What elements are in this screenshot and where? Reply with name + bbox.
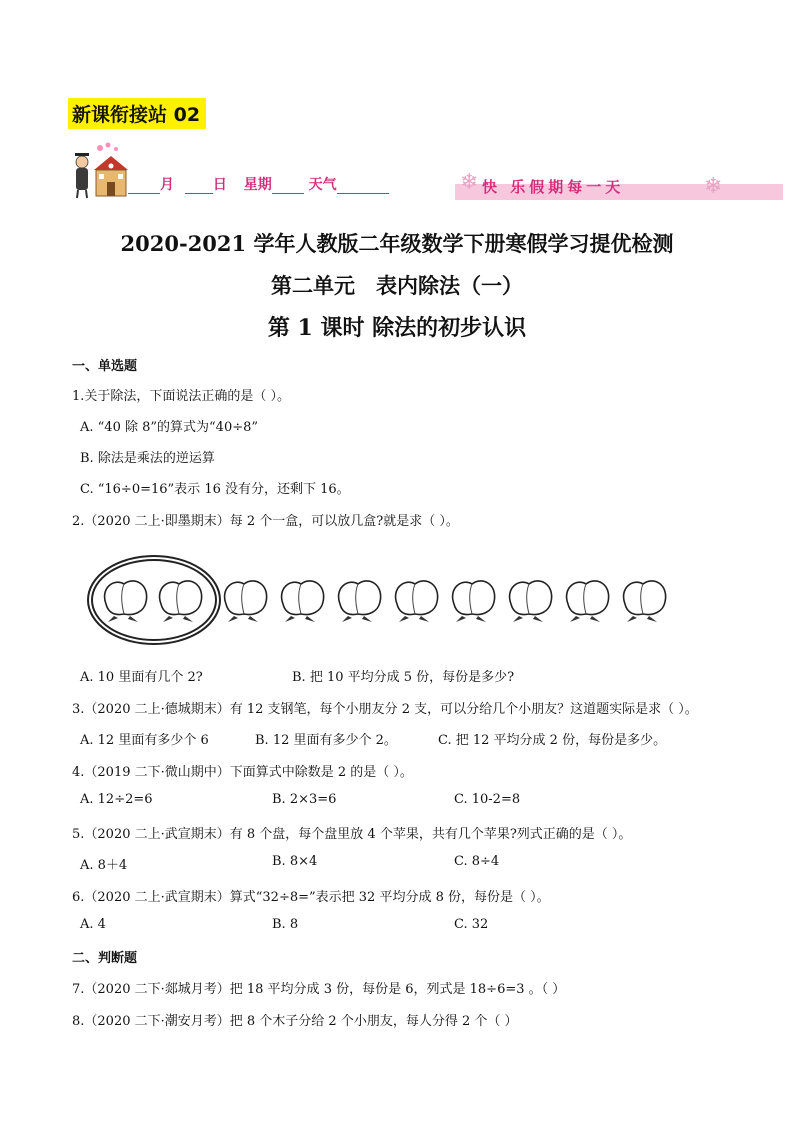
peach-icon xyxy=(567,581,609,622)
q2-option-a[interactable]: A. 10 里面有几个 2? xyxy=(80,670,203,685)
peach-icon xyxy=(624,581,666,622)
teacher-school-illustration xyxy=(68,140,128,200)
unit-title: 第二单元 表内除法（一） xyxy=(271,273,523,298)
section-heading-single-choice: 一、单选题 xyxy=(72,359,138,374)
question-3: 3.（2020 二上·德城期末）有 12 支钢笔，每个小朋友分 2 支，可以分给几个小朋友？这道题实际是求（ ）。 xyxy=(72,702,698,717)
q1-option-b[interactable]: B. 除法是乘法的逆运算 xyxy=(80,451,215,466)
question-7: 7.（2020 二下·郯城月考）把 18 平均分成 3 份，每份是 6，列式是 18÷6=3 。（ ） xyxy=(72,982,566,997)
q1-option-a[interactable]: A. “40 除 8”的算式为“40÷8” xyxy=(80,420,259,435)
question-4: 4.（2019 二下·微山期中）下面算式中除数是 2 的是（ ）。 xyxy=(72,765,413,780)
q3-option-b[interactable]: B. 12 里面有多少个 2。 xyxy=(255,733,397,748)
day-label: 日 xyxy=(212,177,227,193)
peach-icon xyxy=(510,581,552,622)
q5-option-b[interactable]: B. 8×4 xyxy=(272,854,318,869)
peach-icon xyxy=(453,581,495,622)
peach-icon xyxy=(396,581,438,622)
section-tag: 新课衔接站 02 xyxy=(68,98,206,129)
q3-option-c[interactable]: C. 把 12 平均分成 2 份，每份是多少。 xyxy=(438,733,667,748)
q1-option-c[interactable]: C. “16÷0=16”表示 16 没有分，还剩下 16。 xyxy=(80,482,350,497)
q4-option-c[interactable]: C. 10-2=8 xyxy=(454,792,521,807)
question-2: 2.（2020 二上·即墨期末）每 2 个一盒，可以放几盒?就是求（ ）。 xyxy=(72,514,459,529)
q6-option-b[interactable]: B. 8 xyxy=(272,917,299,932)
peach-figure xyxy=(84,552,694,652)
question-1: 1.关于除法，下面说法正确的是（ ）。 xyxy=(72,389,291,404)
page-title: 2020-2021 学年人教版二年级数学下册寒假学习提优检测 xyxy=(120,231,674,256)
peach-icon xyxy=(339,581,381,622)
q5-option-a[interactable]: A. 8＋4 xyxy=(80,858,128,873)
peach-svg xyxy=(84,552,694,652)
snowflake-icon: ❄ xyxy=(704,174,723,199)
weekday-label: 星期 xyxy=(243,177,272,193)
section-heading-judge: 二、判断题 xyxy=(72,951,138,966)
q6-option-a[interactable]: A. 4 xyxy=(80,917,106,932)
peach-icon xyxy=(282,581,324,622)
q3-option-a[interactable]: A. 12 里面有多少个 6 xyxy=(80,733,209,748)
date-row xyxy=(128,174,389,194)
q5-option-c[interactable]: C. 8÷4 xyxy=(454,854,500,869)
q4-option-a[interactable]: A. 12÷2=6 xyxy=(80,792,153,807)
month-label: 月 xyxy=(160,177,174,193)
q6-option-c[interactable]: C. 32 xyxy=(454,917,489,932)
peach-icon xyxy=(160,581,202,622)
question-8: 8.（2020 二下·潮安月考）把 8 个木子分给 2 个小朋友，每人分得 2 个（ ） xyxy=(72,1014,518,1029)
motto: 快 乐假期每一天 xyxy=(482,178,625,196)
snowflake-icon: ❄ xyxy=(460,170,479,195)
q4-option-b[interactable]: B. 2×3=6 xyxy=(272,792,337,807)
weather-label: 天气 xyxy=(308,177,337,193)
lesson-title: 第 1 课时 除法的初步认识 xyxy=(267,315,527,341)
question-6: 6.（2020 二上·武宣期末）算式“32÷8=”表示把 32 平均分成 8 份，每份是（ ）。 xyxy=(72,890,550,905)
peach-icon xyxy=(105,581,147,622)
peach-icon xyxy=(225,581,267,622)
question-5: 5.（2020 二上·武宣期末）有 8 个盘，每个盘里放 4 个苹果，共有几个苹果?列式正确的是（ ）。 xyxy=(72,827,632,842)
q2-option-b[interactable]: B. 把 10 平均分成 5 份，每份是多少? xyxy=(292,670,515,685)
